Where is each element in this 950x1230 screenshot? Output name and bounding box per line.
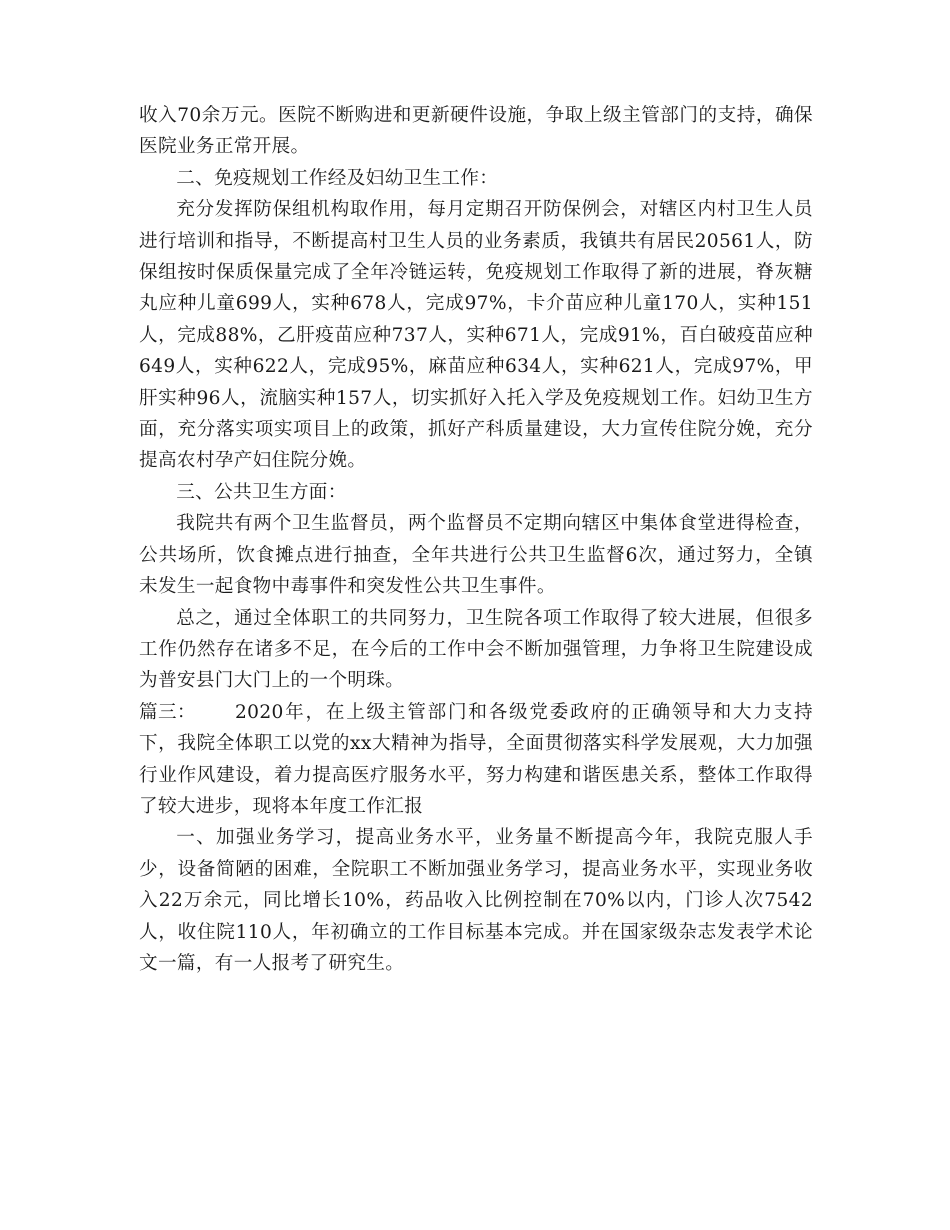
paragraph-part-three <box>139 697 813 823</box>
document-page <box>139 100 813 979</box>
part-three-text: 2020年，在上级主管部门和各级党委政府的正确领导和大力支持下，我院全体职工以党的xx大精神为指导，全面贯彻落实科学发展观，大力加强行业作风建设，着力提高医疗服务水平，努力构建和谐医患关系，整体工作取得了较大进步，现将本年度工作汇报 <box>139 701 813 817</box>
part-three-label: 篇三： <box>139 701 196 723</box>
paragraph-hospital-income: 收入70余万元。医院不断购进和更新硬件设施，争取上级主管部门的支持，确保医院业务正常开展。 <box>139 105 813 158</box>
heading-immunization: 二、免疫规划工作经及妇幼卫生工作： <box>176 167 499 189</box>
heading-public-health: 三、公共卫生方面： <box>176 481 347 503</box>
paragraph-immunization: 充分发挥防保组机构取作用，每月定期召开防保例会，对辖区内村卫生人员进行培训和指导，不断提高村卫生人员的业务素质，我镇共有居民20561人，防保组按时保质保量完成了全年冷链运转，免疫规划工作取得了新的进展，脊灰糖丸应种儿童699人，实种678人，完成97%，卡介苗应种儿童170人，实种151人，完成88%，乙肝疫苗应种737人，实种671人，完成91%，百白破疫苗应种649人，实种622人，完成95%，麻苗应种634人，实种621人，完成97%，甲肝实种96人，流脑实种157人，切实抓好入托入学及免疫规划工作。妇幼卫生方面，充分落实项实项目上的政策，抓好产科质量建设，大力宣传住院分娩，充分提高农村孕产妇住院分娩。 <box>139 199 813 472</box>
paragraph-summary: 总之，通过全体职工的共同努力，卫生院各项工作取得了较大进展，但很多工作仍然存在诸多不足，在今后的工作中会不断加强管理，力争将卫生院建设成为普安县门大门上的一个明珠。 <box>139 607 813 692</box>
paragraph-business-study: 一、加强业务学习，提高业务水平，业务量不断提高今年，我院克服人手少，设备简陋的困难，全院职工不断加强业务学习，提高业务水平，实现业务收入22万余元，同比增长10%，药品收入比例控制在70%以内，门诊人次7542人，收住院110人，年初确立的工作目标基本完成。并在国家级杂志发表学术论文一篇，有一人报考了研究生。 <box>139 827 813 974</box>
paragraph-public-health: 我院共有两个卫生监督员，两个监督员不定期向辖区中集体食堂进得检查，公共场所，饮食摊点进行抽查，全年共进行公共卫生监督6次，通过努力，全镇未发生一起食物中毒事件和突发性公共卫生事件。 <box>139 513 813 598</box>
